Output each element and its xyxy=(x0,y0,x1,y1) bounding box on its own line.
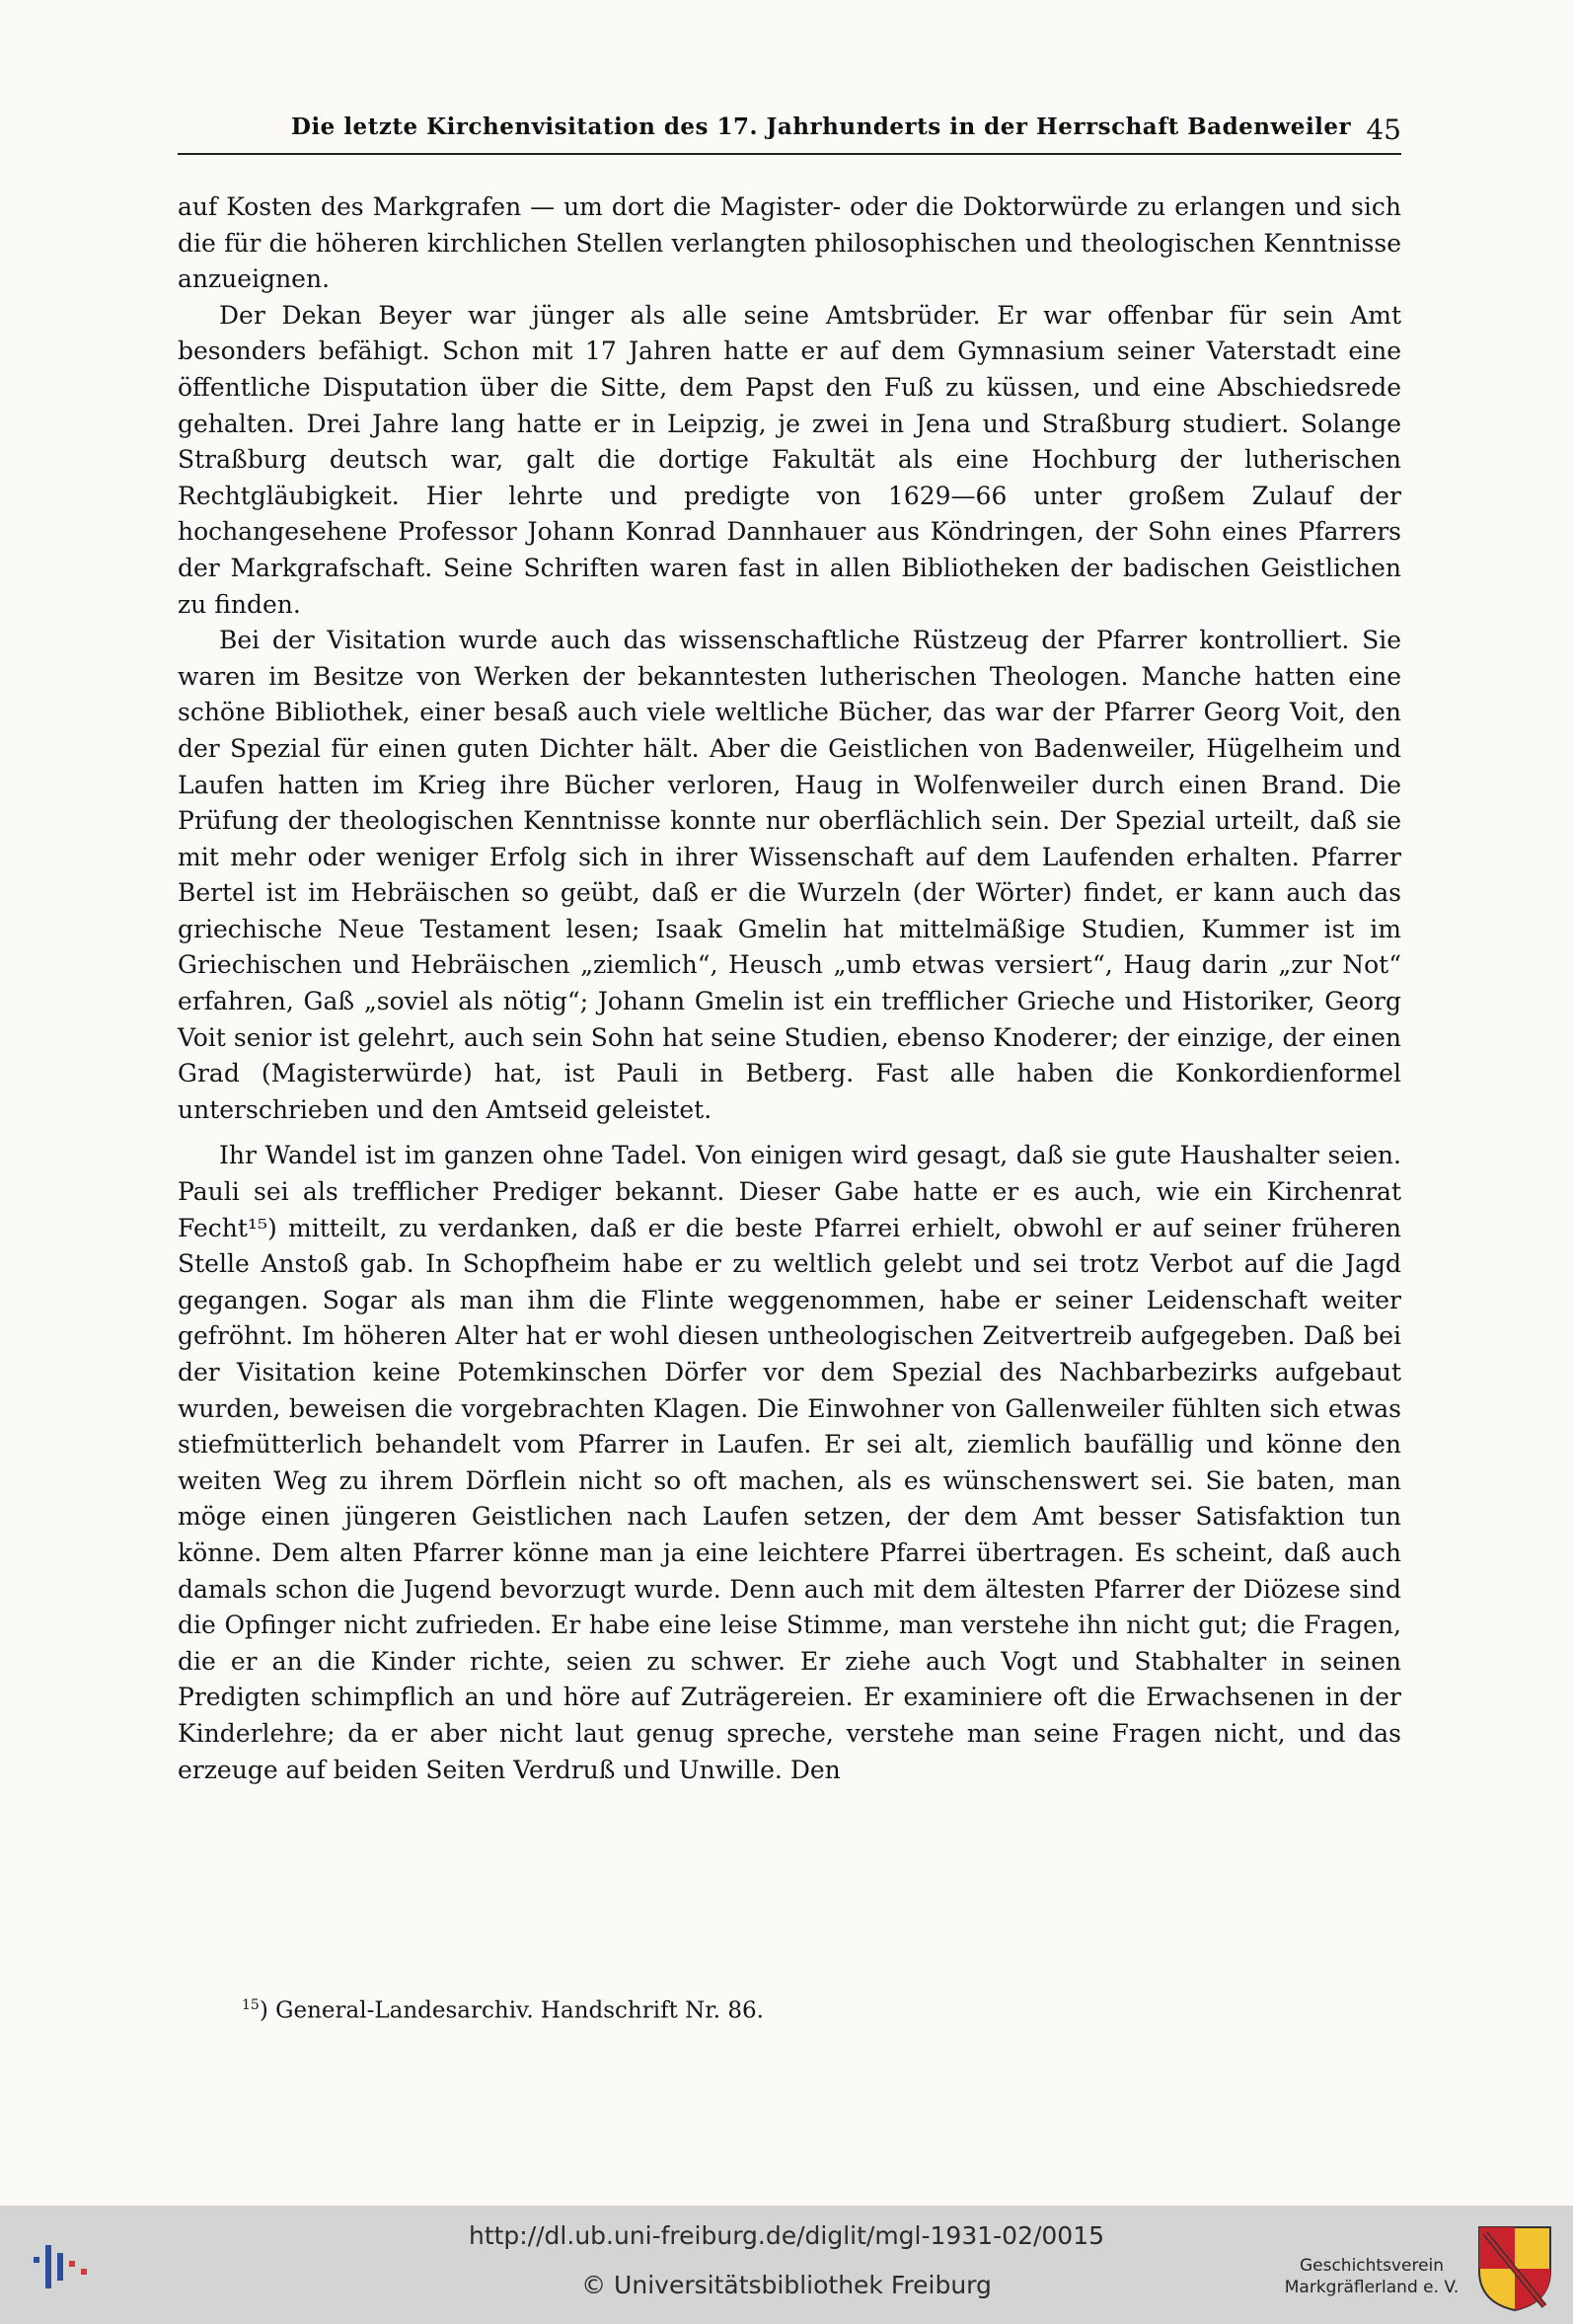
society-line-2: Markgräflerland e. V. xyxy=(1284,2278,1460,2297)
society-line-1: Geschichtsverein xyxy=(1299,2256,1445,2276)
footer-url-link[interactable]: http://dl.ub.uni-freiburg.de/diglit/mgl-1931-02/0015 xyxy=(468,2221,1105,2250)
running-title: Die letzte Kirchenvisitation des 17. Jahrhunderts in der Herrschaft Badenweiler xyxy=(291,113,1352,140)
paragraph-4: Ihr Wandel ist im ganzen ohne Tadel. Von einigen wird gesagt, daß sie gute Haushalter seien. Pauli sei als trefflicher Prediger bekannt. Dieser Gabe hatte er es auch, wie ein Kirchenrat Fecht¹⁵) mitteilt, zu verdanken, daß er die beste Pfarrei erhielt, obwohl er auf seiner früheren Stelle Anstoß gab. In Schopfheim habe er zu weltlich gelebt und sei trotz Verbot auf die Jagd gegangen. Sogar als man ihm die Flinte weggenommen, habe er seiner Leidenschaft weiter gefröhnt. Im höheren Alter hat er wohl diesen untheologischen Zeitvertreib aufgegeben. Daß bei der Visitation keine Potemkinschen Dörfer vor dem Spezial des Nachbarbezirks aufgebaut wurden, beweisen die vorgebrachten Klagen. Die Einwohner von Gallenweiler fühlten sich etwas stiefmütterlich behandelt vom Pfarrer in Laufen. Er sei alt, ziemlich baufällig und könne den weiten Weg zu ihrem Dörflein nicht so oft machen, als es wünschenswert sei. Sie baten, man möge einen jüngeren Geistlichen nach Laufen setzen, der dem Amt besser Satisfaktion tun könne. Dem alten Pfarrer könne man ja eine leichtere Pfarrei übertragen. Es scheint, daß auch damals schon die Jugend bevorzugt wurde. Denn auch mit dem ältesten Pfarrer der Diözese sind die Opfinger nicht zufrieden. Er habe eine leise Stimme, man verstehe ihn nicht gut; die Fragen, die er an die Kinder richte, seien zu schwer. Er ziehe auch Vogt und Stabhalter in seinen Predigten schimpflich an und höre auf Zuträgereien. Er examiniere oft die Erwachsenen in der Kinderlehre; da er aber nicht laut genug spreche, verstehe man seine Fragen nicht, und das erzeuge auf beiden Seiten Verdruß und Unwille. Den xyxy=(178,1141,1401,1784)
coat-of-arms-icon xyxy=(1475,2223,1554,2314)
running-head xyxy=(178,113,1401,155)
footer-copyright: © Universitätsbibliothek Freiburg xyxy=(581,2271,992,2299)
footnote-text: ) General-Landesarchiv. Handschrift Nr. 86. xyxy=(259,1997,764,2024)
paragraph-2: Der Dekan Beyer war jünger als alle seine Amtsbrüder. Er war offenbar für sein Amt besonders befähigt. Schon mit 17 Jahren hatte er auf dem Gymnasium seiner Vaterstadt eine öffentliche Disputation über die Sitte, dem Papst den Fuß zu küssen, und eine Abschiedsrede gehalten. Drei Jahre lang hatte er in Leipzig, je zwei in Jena und Straßburg studiert. Solange Straßburg deutsch war, galt die dortige Fakultät als eine Hochburg der lutherischen Rechtgläubigkeit. Hier lehrte und predigte von 1629—66 unter großem Zulauf der hochangesehene Professor Johann Konrad Dannhauer aus Köndringen, der Sohn eines Pfarrers der Markgrafschaft. Seine Schriften waren fast in allen Bibliotheken der badischen Geistlichen zu finden. xyxy=(178,300,1401,619)
body-text xyxy=(178,189,1401,1788)
footnote-marker: 15 xyxy=(242,1997,260,2013)
society-name xyxy=(1268,2255,1475,2298)
paragraph-3: Bei der Visitation wurde auch das wissenschaftliche Rüstzeug der Pfarrer kontrolliert. Sie waren im Besitze von Werken der bekanntesten lutherischen Theologen. Manche hatten eine schöne Bibliothek, einer besaß auch viele weltliche Bücher, das war der Pfarrer Georg Voit, den der Spezial für einen guten Dichter hält. Aber die Geistlichen von Badenweiler, Hügelheim und Laufen hatten im Krieg ihre Bücher verloren, Haug in Wolfenweiler durch einen Brand. Die Prüfung der theologischen Kenntnisse konnte nur oberflächlich sein. Der Spezial urteilt, daß sie mit mehr oder weniger Erfolg sich in ihrer Wissenschaft auf dem Laufenden erhalten. Pfarrer Bertel ist im Hebräischen so geübt, daß er die Wurzeln (der Wörter) findet, er kann auch das griechische Neue Testament lesen; Isaak Gmelin hat mittelmäßige Studien, Kummer ist im Griechischen und Hebräischen „ziemlich“, Heusch „umb etwas versiert“, Haug darin „zur Not“ erfahren, Gaß „soviel als nötig“; Johann Gmelin ist ein trefflicher Grieche und Historiker, Georg Voit senior ist gelehrt, auch sein Sohn hat seine Studien, ebenso Knoderer; der einzige, der einen Grad (Magisterwürde) hat, ist Pauli in Betberg. Fast alle haben die Konkordienformel unterschrieben und den Amtseid geleistet. xyxy=(178,626,1401,1124)
paragraph-1: auf Kosten des Markgrafen — um dort die Magister- oder die Doktorwürde zu erlangen und sich die für die höheren kirchlichen Stellen verlangten philosophischen und theologischen Kenntnisse anzueignen. xyxy=(178,192,1401,294)
page-number: 45 xyxy=(1366,113,1401,146)
footnote xyxy=(242,1997,764,2024)
footer-bar xyxy=(0,2206,1573,2324)
